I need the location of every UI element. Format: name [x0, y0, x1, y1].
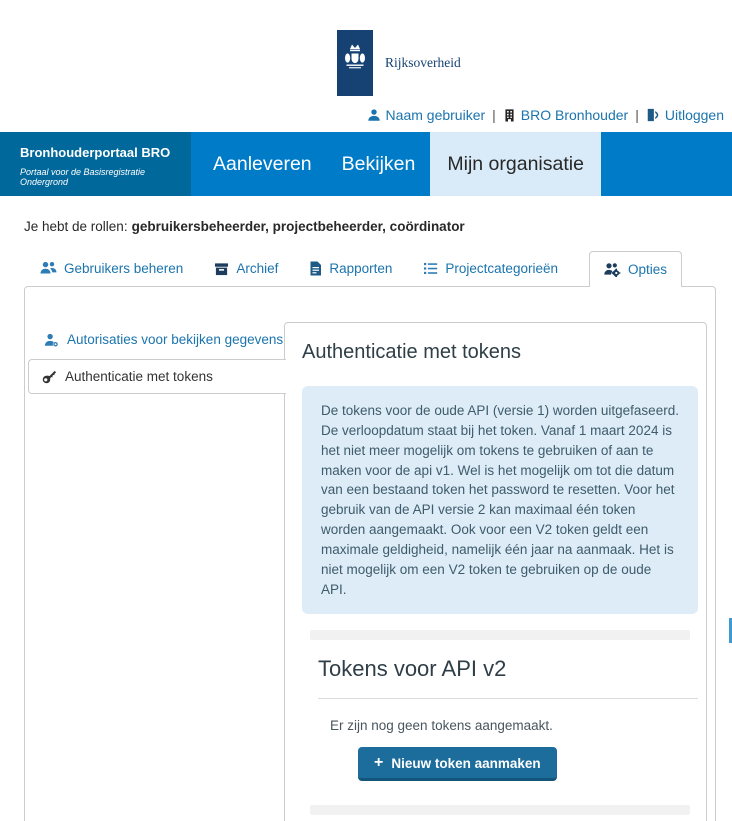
tab-label: Opties [627, 262, 668, 277]
new-token-button[interactable] [358, 747, 557, 781]
tab-label: Archief [236, 261, 279, 276]
tokens-heading: Tokens voor API v2 [318, 656, 507, 682]
users-gear-icon [604, 262, 621, 277]
nav-item-aanleveren[interactable]: Aanleveren [213, 152, 312, 175]
roles-value: gebruikersbeheerder, projectbeheerder, coördinator [131, 219, 465, 234]
report-icon [309, 261, 322, 276]
info-notice: De tokens voor de oude API (versie 1) worden uitgefaseerd. De verloopdatum staat bij het token. Vanaf 1 maart 2024 is het niet meer mogelijk om tokens te gebruiken of aan te maken voor de api v1. Wel is het mogelijk om tot die datum van een bestaand token het password te resetten. Voor het gebruik van de API versie 2 kan maximaal één token worden aangemaakt. Ook voor een V2 token geldt een maximale geldigheid, namelijk één jaar na aanmaak. Het is niet mogelijk om een V2 token te gebruiken op de oude API. [302, 386, 698, 614]
portal-title: Bronhouderportaal BRO [20, 145, 171, 160]
tab-projectcategorieen[interactable] [423, 251, 558, 286]
nav-item-mijn-organisatie[interactable]: Mijn organisatie [430, 132, 601, 196]
separator: | [492, 107, 496, 123]
tab-label: Projectcategorieën [445, 261, 558, 276]
organisation-link[interactable] [503, 107, 628, 123]
roles-line [24, 219, 732, 234]
main-navigation [0, 132, 732, 196]
nav-menu [191, 132, 601, 196]
brand-name: Rijksoverheid [385, 55, 461, 70]
divider-bar [310, 630, 690, 640]
new-token-button-label: Nieuw token aanmaken [391, 755, 541, 771]
empty-state-text: Er zijn nog geen tokens aangemaakt. [330, 718, 553, 734]
archive-icon [214, 262, 229, 276]
content-heading: Authenticatie met tokens [302, 341, 522, 363]
logout-icon [646, 108, 660, 122]
options-panel [24, 286, 716, 821]
page-header [0, 30, 732, 124]
sidebar-item-autorisaties[interactable] [28, 326, 284, 353]
user-icon [44, 333, 59, 347]
user-link[interactable] [367, 107, 486, 123]
nav-item-bekijken[interactable]: Bekijken [341, 152, 416, 175]
portal-title-block [0, 132, 191, 196]
organisation-name: BRO Bronhouder [520, 107, 629, 123]
separator: | [635, 107, 639, 123]
building-icon [503, 108, 516, 122]
divider-bar [310, 805, 690, 815]
tab-label: Rapporten [329, 261, 393, 276]
section-divider [318, 698, 698, 699]
tab-opties[interactable] [589, 251, 682, 287]
logout-label: Uitloggen [664, 107, 724, 123]
organisation-tabs [40, 251, 732, 286]
sidebar-item-label: Authenticatie met tokens [65, 369, 213, 384]
key-icon [42, 369, 57, 384]
tab-archief[interactable] [214, 251, 278, 286]
logout-link[interactable] [646, 107, 724, 123]
user-name: Naam gebruiker [385, 107, 486, 123]
list-icon [423, 262, 438, 275]
user-bar [0, 96, 732, 124]
sidebar-item-authenticatie[interactable] [28, 359, 286, 394]
tokens-section [318, 656, 698, 781]
users-icon [40, 261, 57, 276]
coat-of-arms-icon [337, 30, 373, 96]
portal-subtitle: Portaal voor de Basisregistratie Ondergrond [20, 167, 146, 187]
token-content-panel [284, 322, 707, 821]
tab-rapporten[interactable] [309, 251, 392, 286]
sidebar-item-label: Autorisaties voor bekijken gegevens [67, 332, 284, 347]
tab-gebruikers-beheren[interactable] [40, 251, 183, 286]
tab-label: Gebruikers beheren [64, 261, 184, 276]
options-sidebar [25, 287, 284, 394]
rijksoverheid-logo [337, 30, 732, 96]
user-icon [367, 108, 381, 122]
plus-icon: + [374, 754, 384, 772]
roles-prefix: Je hebt de rollen: [24, 219, 128, 234]
